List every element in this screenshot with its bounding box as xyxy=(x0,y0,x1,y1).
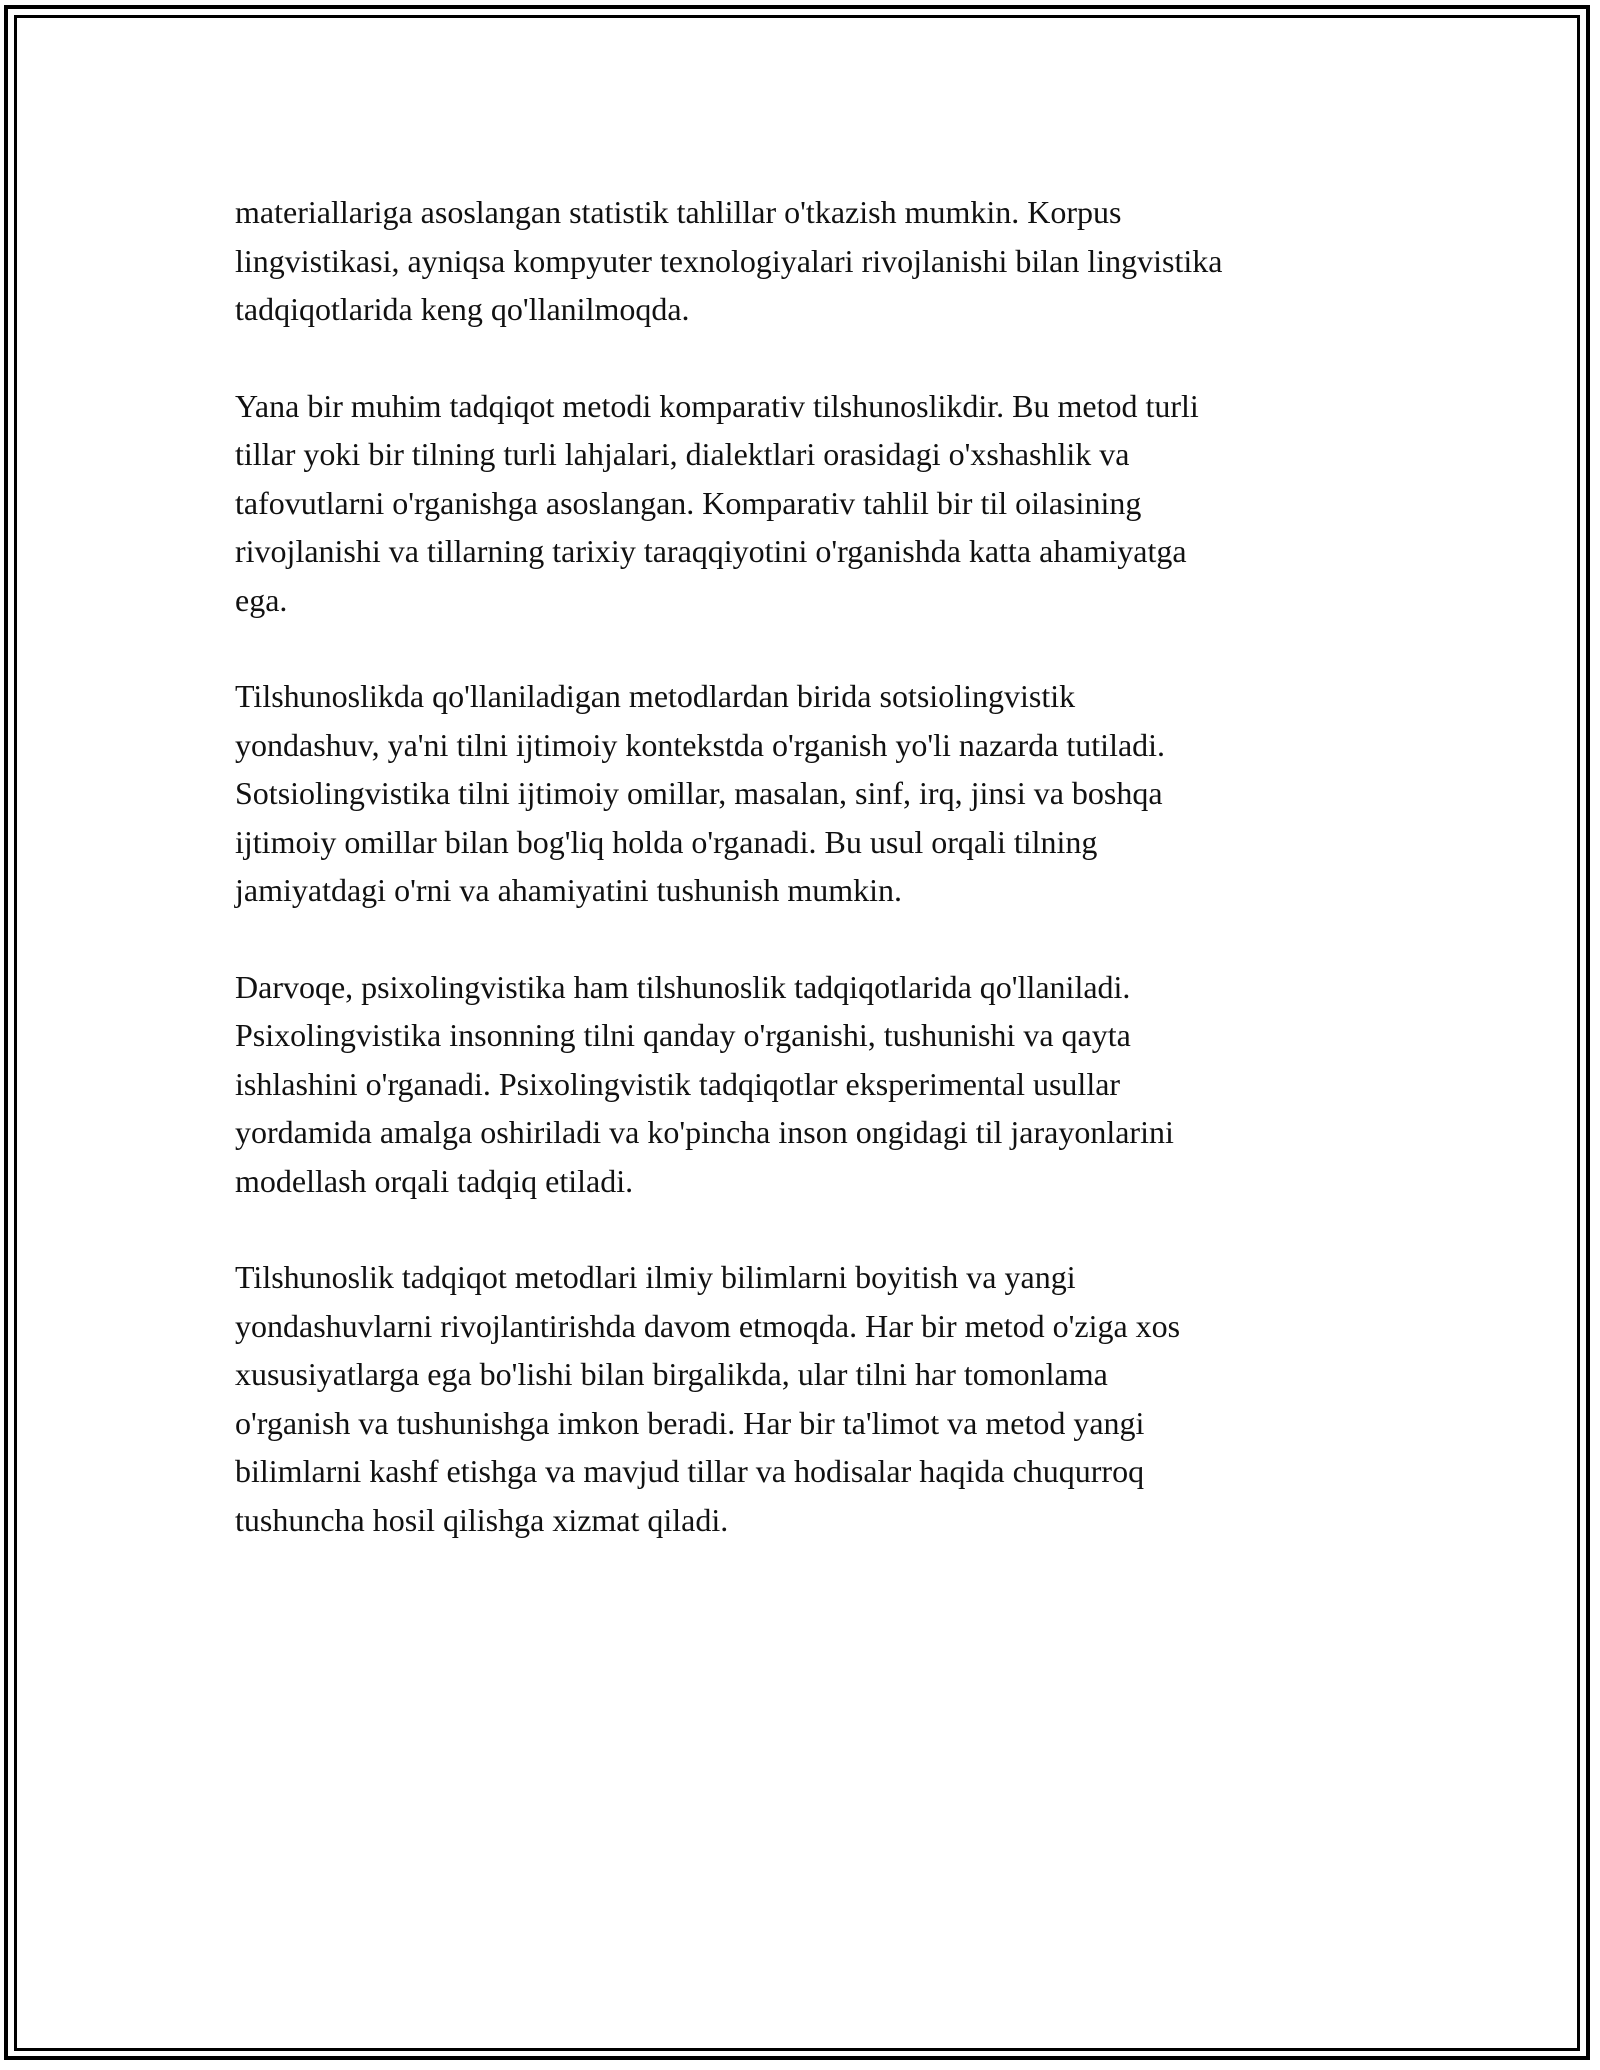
text-line: Psixolingvistika insonning tilni qanday o'rganishi, tushunishi va qayta xyxy=(235,1017,1131,1053)
text-line: Yana bir muhim tadqiqot metodi komparativ tilshunoslikdir. Bu metod turli xyxy=(235,387,1199,424)
text-line: jamiyatdagi o'rni va ahamiyatini tushunish mumkin. xyxy=(235,872,902,908)
text-line: Darvoqe, psixolingvistika ham tilshunoslik tadqiqotlarida qo'llaniladi. xyxy=(235,968,1131,1005)
text-line: Tilshunoslik tadqiqot metodlari ilmiy bilimlarni boyitish va yangi xyxy=(235,1259,1076,1295)
text-line: xususiyatlarga ega bo'lishi bilan birgalikda, ular tilni har tomonlama xyxy=(235,1356,1108,1392)
text-line: modellash orqali tadqiq etiladi. xyxy=(235,1162,634,1199)
text-line: materiallariga asoslangan statistik tahlillar o'tkazish mumkin. Korpus xyxy=(235,194,1122,230)
text-line: tillar yoki bir tilning turli lahjalari, dialektlari orasidagi o'xshashlik va xyxy=(235,436,1130,472)
paragraph-conclusion xyxy=(235,1253,1370,1544)
text-line: yondashuvlarni rivojlantirishda davom etmoqda. Har bir metod o'ziga xos xyxy=(235,1307,1181,1344)
document-body xyxy=(235,188,1370,1592)
paragraph-psycholinguistics xyxy=(235,963,1370,1206)
paragraph-sociolinguistics xyxy=(235,672,1370,915)
text-line: lingvistikasi, ayniqsa kompyuter texnologiyalari rivojlanishi bilan lingvistika xyxy=(235,242,1223,279)
text-line: tadqiqotlarida keng qo'llanilmoqda. xyxy=(235,291,690,327)
text-line: o'rganish va tushunishga imkon beradi. Har bir ta'limot va metod yangi xyxy=(235,1404,1145,1441)
text-line: Tilshunoslikda qo'llaniladigan metodlardan birida sotsiolingvistik xyxy=(235,678,1076,714)
text-line: yondashuv, ya'ni tilni ijtimoiy kontekstda o'rganish yo'li nazarda tutiladi. xyxy=(235,726,1166,763)
text-line: ega. xyxy=(235,581,288,618)
paragraph-comparative-linguistics xyxy=(235,382,1370,625)
text-line: bilimlarni kashf etishga va mavjud tillar va hodisalar haqida chuqurroq xyxy=(235,1453,1145,1489)
text-line: tafovutlarni o'rganishga asoslangan. Komparativ tahlil bir til oilasining xyxy=(235,484,1142,521)
text-line: tushuncha hosil qilishga xizmat qiladi. xyxy=(235,1501,729,1538)
text-line: ishlashini o'rganadi. Psixolingvistik tadqiqotlar eksperimental usullar xyxy=(235,1065,1121,1102)
text-line: ijtimoiy omillar bilan bog'liq holda o'rganadi. Bu usul orqali tilning xyxy=(235,823,1098,860)
text-line: Sotsiolingvistika tilni ijtimoiy omillar, masalan, sinf, irq, jinsi va boshqa xyxy=(235,775,1163,811)
text-line: rivojlanishi va tillarning tarixiy taraqqiyotini o'rganishda katta ahamiyatga xyxy=(235,533,1187,569)
text-line: yordamida amalga oshiriladi va ko'pincha inson ongidagi til jarayonlarini xyxy=(235,1114,1174,1150)
paragraph-corpus-linguistics xyxy=(235,188,1370,334)
